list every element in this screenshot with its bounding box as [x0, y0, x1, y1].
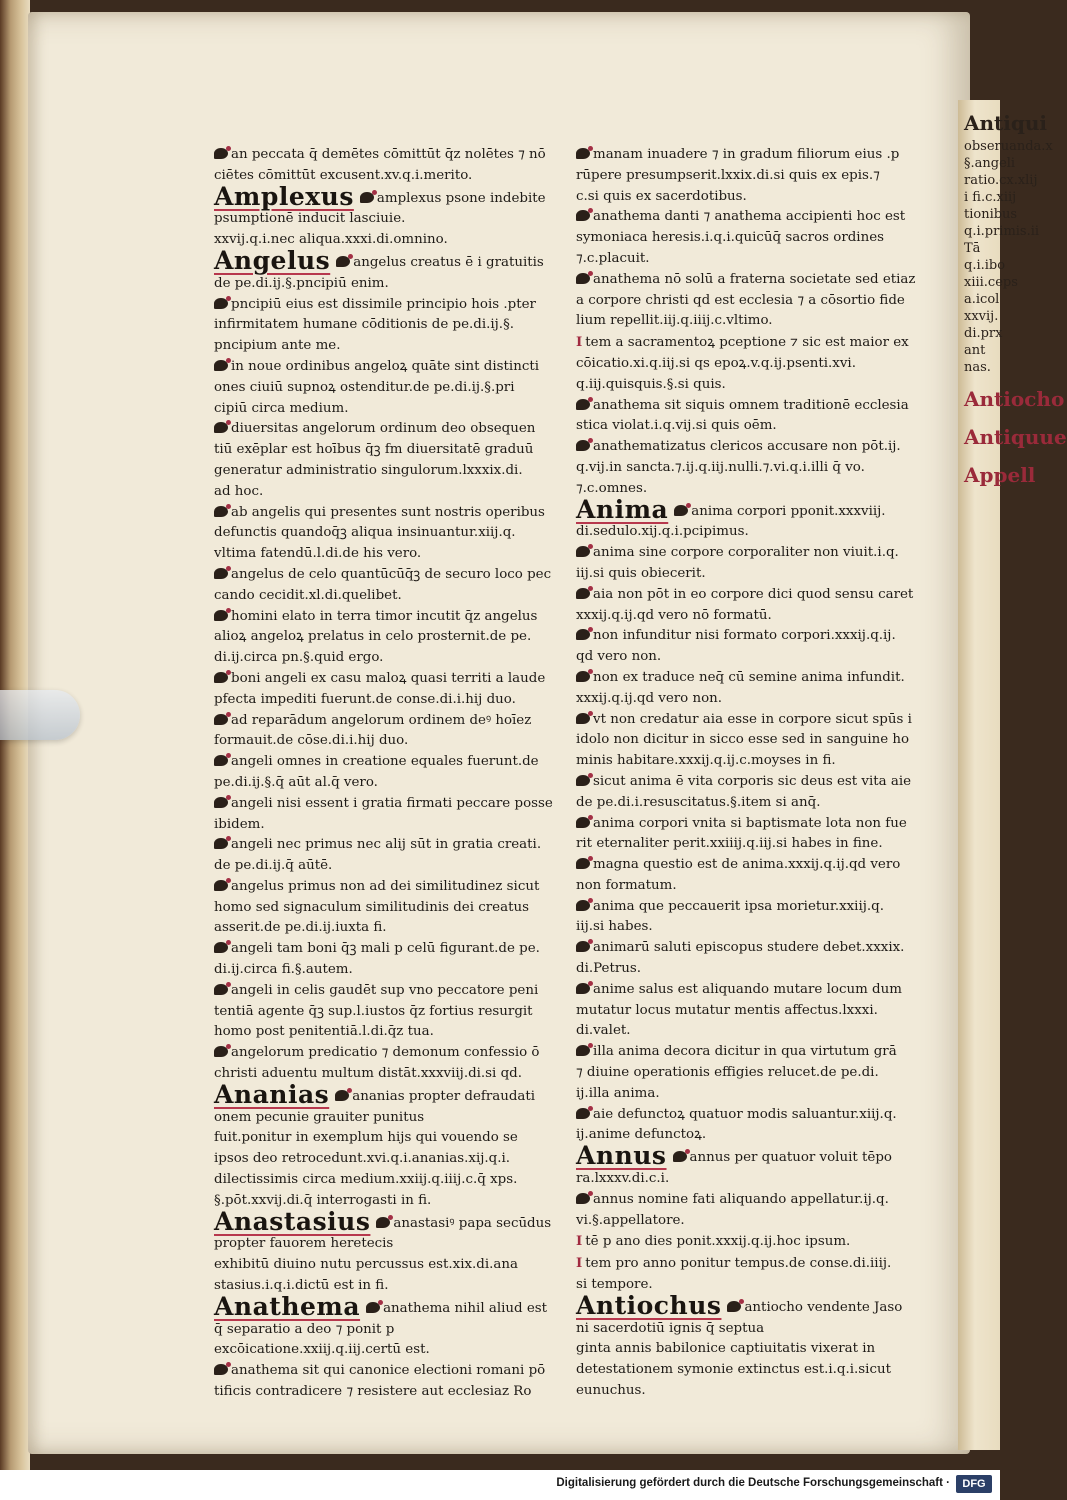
text-line: di.ij.circa pn.§.quid ergo.	[214, 650, 384, 666]
headword: Anima	[576, 494, 669, 524]
next-page-fragment: nas.	[964, 360, 991, 375]
text-line: pncipiū eius est dissimile principio hois .pter	[231, 296, 536, 312]
text-line: de pe.di.ij.q̄ aūtē.	[214, 858, 333, 874]
text-line: xxxij.q.ij.qd vero non.	[576, 690, 723, 706]
text-line: idolo non dicitur in sicco esse sed in sanguine ho	[576, 732, 910, 748]
next-page-fragment: q.i.primis.ii	[964, 224, 1040, 239]
text-line: amplexus psone indebite	[376, 190, 546, 206]
paragraph-mark-icon	[360, 192, 374, 203]
paragraph-mark-icon	[576, 148, 590, 159]
text-line: diuersitas angelorum ordinum deo obsequen	[231, 421, 536, 437]
text-entry	[576, 855, 926, 897]
paragraph-mark-icon	[214, 880, 228, 891]
headword: Amplexus	[214, 181, 354, 211]
red-initial: I	[576, 1233, 583, 1250]
text-line: q.vij.in sancta.⁊.ij.q.iij.nulli.⁊.vi.q.i.illi q̄ vo.	[576, 459, 865, 475]
text-line: anime salus est aliquando mutare locum dum	[593, 981, 902, 997]
headword: Angelus	[214, 245, 331, 275]
headword: Anathema	[214, 1291, 361, 1321]
text-line: anathema sit qui canonice electioni romani pō	[231, 1363, 546, 1379]
paragraph-mark-icon	[727, 1301, 741, 1312]
paragraph-mark-icon	[576, 713, 590, 724]
text-entry	[576, 626, 926, 668]
text-line: ij.anime defunctoꝝ.	[576, 1127, 707, 1143]
text-entry	[576, 207, 926, 269]
text-entry	[214, 877, 554, 939]
text-line: anima corpori pponit.xxxviij.	[691, 503, 886, 519]
next-page-fragment: i fi.c.xiij	[964, 190, 1017, 205]
text-entry	[214, 711, 554, 753]
text-entry	[214, 565, 554, 607]
text-entry	[214, 145, 554, 187]
headword-entry	[576, 1141, 926, 1190]
text-line: tem pro anno ponitur tempus.de conse.di.iiij.	[585, 1256, 892, 1272]
text-line: §.pōt.xxvij.di.q̄ interrogasti in fi.	[214, 1192, 432, 1208]
text-line: de pe.di.i.resuscitatus.§.item si anq̄.	[576, 794, 821, 810]
paragraph-mark-icon	[576, 1108, 590, 1119]
text-line: de pe.di.ij.§.pncipiū enim.	[214, 275, 389, 291]
text-line: non infunditur nisi formato corpori.xxxij.q.ij.	[593, 628, 896, 644]
paragraph-mark-icon	[674, 505, 688, 516]
red-initial: I	[576, 334, 583, 351]
paragraph-mark-icon	[214, 797, 228, 808]
text-entry	[214, 939, 554, 981]
next-page-edge	[958, 100, 1067, 1450]
text-line: anima sine corpore corporaliter non viuit.i.q.	[593, 545, 899, 561]
paragraph-mark-icon	[576, 440, 590, 451]
text-line: anima que peccauerit ipsa morietur.xxiij.q.	[593, 898, 884, 914]
text-line: mutatur locus mutatur mentis affectus.lxxxi.	[576, 1002, 878, 1018]
text-entry	[576, 396, 926, 438]
text-entry	[576, 270, 926, 332]
next-page-fragment: xiii.ceps	[964, 275, 1018, 290]
headword-entry	[214, 1291, 554, 1361]
text-entry	[576, 585, 926, 627]
text-line: symoniaca heresis.i.q.i.quicūq̄ sacros ordines	[576, 230, 885, 246]
headword-entry	[214, 245, 554, 295]
paragraph-mark-icon	[576, 546, 590, 557]
paragraph-mark-icon	[214, 1046, 228, 1057]
text-line: non formatum.	[576, 877, 677, 893]
text-line: xxvij.q.i.nec aliqua.xxxi.di.omnino.	[214, 232, 448, 248]
text-line: asserit.de pe.di.ij.iuxta fi.	[214, 920, 387, 936]
text-line: di.sedulo.xij.q.i.pcipimus.	[576, 524, 749, 540]
text-line: alioꝝ angeloꝝ prelatus in celo prosternit.de pe.	[214, 629, 532, 645]
text-line: exhibitū diuino nutu percussus est.xix.di.ana	[214, 1257, 519, 1273]
next-page-fragment: a.icol	[964, 292, 1000, 307]
paragraph-mark-icon	[576, 273, 590, 284]
next-page-fragment: di.prx	[964, 326, 1003, 341]
text-entry	[576, 980, 926, 1042]
next-page-fragment: Antiquue	[964, 425, 1067, 449]
paragraph-mark-icon	[366, 1302, 380, 1313]
text-entry	[576, 1105, 926, 1147]
text-line: infirmitatem humane cōditionis de pe.di.ij.§.	[214, 317, 515, 333]
text-entry	[214, 752, 554, 794]
text-line: propter fauorem heretecis	[214, 1236, 394, 1252]
text-line: aia non pōt in eo corpore dici quod sensu caret	[593, 586, 914, 602]
next-page-fragment: Antiqui	[964, 111, 1048, 135]
headword: Ananias	[214, 1079, 330, 1109]
text-line: di.valet.	[576, 1023, 631, 1039]
text-line: pfecta impediti fuerunt.de conse.di.i.hij duo.	[214, 691, 516, 707]
paragraph-mark-icon	[576, 900, 590, 911]
dfg-logo: DFG	[956, 1475, 992, 1493]
text-line: rūpere presumpserit.lxxix.di.si quis ex epis.⁊	[576, 167, 880, 183]
text-line: lium repellit.iij.q.iiij.c.vltimo.	[576, 313, 773, 329]
text-line: excōicatione.xxiij.q.iij.certū est.	[214, 1342, 430, 1358]
paragraph-mark-icon	[576, 671, 590, 682]
text-line: manam inuadere ⁊ in gradum filiorum eius .p	[593, 147, 900, 162]
text-line: homo sed signaculum similitudinis dei creatus	[214, 899, 529, 915]
text-line: angeli nec primus nec alij sūt in gratia creati.	[231, 837, 542, 853]
text-line: anathema danti ⁊ anathema accipienti hoc est	[593, 209, 906, 225]
text-entry	[576, 772, 926, 814]
text-line: ⁊ diuine operationis effigies relucet.de pe.di.	[576, 1065, 879, 1081]
headword-entry	[214, 181, 554, 251]
text-line: a corpore christi qd est ecclesia ⁊ a cōsortio fide	[576, 292, 905, 308]
paragraph-mark-icon	[576, 983, 590, 994]
text-line: animarū saluti episcopus studere debet.xxxix.	[593, 940, 905, 956]
paragraph-mark-icon	[214, 984, 228, 995]
paragraph-mark-icon	[576, 1193, 590, 1204]
text-line: boni angeli ex casu maloꝝ quasi territi a laude	[231, 670, 546, 686]
paragraph-mark-icon	[376, 1217, 390, 1228]
text-line: christi aduentu multum distāt.xxxviij.di.si qd.	[214, 1066, 522, 1082]
footer-bar	[0, 1470, 1000, 1500]
text-entry	[576, 543, 926, 585]
text-entry	[214, 503, 554, 565]
next-page-fragment: Tā	[964, 241, 981, 256]
paragraph-mark-icon	[214, 148, 228, 159]
text-line: anima corpori vnita si baptismate lota non fue	[593, 815, 907, 831]
text-line: illa anima decora dicitur in qua virtutum grā	[593, 1044, 897, 1060]
red-initial: I	[576, 1255, 583, 1272]
headword: Anastasius	[214, 1206, 371, 1236]
text-line: fuit.ponitur in exemplum hijs qui vouendo se	[214, 1130, 518, 1146]
text-line: rit eternaliter perit.xxiiij.q.iij.si habes in fine.	[576, 836, 883, 852]
right-text-column	[576, 145, 926, 1402]
text-entry	[576, 1042, 926, 1104]
text-entry	[214, 1043, 554, 1085]
text-line: in noue ordinibus angeloꝝ quāte sint distincti	[231, 358, 539, 374]
text-line: xxxij.q.ij.qd vero nō formatū.	[576, 607, 772, 623]
text-entry	[214, 981, 554, 1043]
page-clip	[0, 690, 80, 740]
text-entry	[576, 668, 926, 710]
text-line: homo post penitentiā.l.di.q̄z tua.	[214, 1024, 434, 1040]
text-entry	[576, 710, 926, 772]
next-page-fragment: Appell	[964, 463, 1036, 487]
text-line: ciētes cōmittūt excusent.xv.q.i.merito.	[214, 167, 473, 183]
next-page-fragment: tionibus	[964, 207, 1018, 222]
text-line: ginta annis babilonice captiuitatis vixerat in	[576, 1341, 876, 1357]
text-line: magna questio est de anima.xxxij.q.ij.qd vero	[593, 857, 901, 873]
text-line: tem a sacramentoꝝ pceptione ⁊ sic est maior ex	[585, 335, 909, 351]
headword-entry	[214, 1206, 554, 1297]
text-entry	[576, 437, 926, 499]
text-entry	[576, 1190, 926, 1232]
text-line: annus nomine fati aliquando appellatur.ij.q.	[593, 1191, 889, 1207]
text-line: di.Petrus.	[576, 961, 641, 977]
text-line: anathema nō solū a fraterna societate sed etiaz	[593, 271, 916, 287]
text-line: detestationem symonie extinctus est.i.q.i.sicut	[576, 1362, 891, 1378]
text-line: generatur administratio singulorum.lxxxix.di.	[214, 462, 523, 478]
text-line: anathema sit siquis omnem traditionē ecclesia	[593, 397, 909, 413]
left-text-column	[214, 145, 554, 1403]
text-entry	[576, 1253, 926, 1296]
text-entry	[576, 938, 926, 980]
text-line: anathematizatus clericos accusare non pōt.ij.	[593, 439, 901, 455]
text-line: cōicatio.xi.q.iij.si qs epoꝝ.v.q.ij.psenti.xvi.	[576, 355, 856, 371]
paragraph-mark-icon	[336, 256, 350, 267]
text-line: ibidem.	[214, 816, 265, 832]
text-line: angeli omnes in creatione equales fuerunt.de	[231, 754, 539, 770]
text-line: annus per quatuor voluit tēpo	[689, 1150, 892, 1166]
paragraph-mark-icon	[335, 1090, 349, 1101]
text-entry	[214, 835, 554, 877]
next-page-fragment: ant	[964, 343, 986, 358]
text-line: vt non credatur aia esse in corpore sicut spūs i	[593, 711, 912, 727]
paragraph-mark-icon	[576, 775, 590, 786]
text-line: angelorum predicatio ⁊ demonum confessio ō	[231, 1045, 540, 1061]
text-line: formauit.de cōse.di.i.hij duo.	[214, 733, 409, 749]
text-line: an peccata q̄ demētes cōmittūt q̄z nolētes ⁊ nō	[231, 147, 546, 162]
text-line: ipsos deo retrocedunt.xvi.q.i.ananias.xij.q.i.	[214, 1151, 511, 1167]
text-line: di.ij.circa fi.§.autem.	[214, 962, 353, 978]
text-line: aie defunctoꝝ quatuor modis saluantur.xiij.q.	[593, 1106, 897, 1122]
text-line: anastasiꝰ papa secūdus	[393, 1215, 552, 1231]
headword-entry	[576, 494, 926, 544]
paragraph-mark-icon	[214, 714, 228, 725]
text-line: tificis contradicere ⁊ resistere aut ecclesiaz Ro	[214, 1384, 532, 1400]
paragraph-mark-icon	[576, 588, 590, 599]
paragraph-mark-icon	[576, 941, 590, 952]
text-line: angeli in celis gaudēt sup vno peccatore peni	[231, 982, 539, 998]
text-line: ⁊.c.placuit.	[576, 250, 650, 266]
text-line: qd vero non.	[576, 649, 662, 665]
next-page-fragment: obseruanda.x	[964, 139, 1053, 154]
text-line: angelus de celo quantūcūq̄ꝫ de securo loco pec	[231, 566, 552, 582]
paragraph-mark-icon	[576, 210, 590, 221]
next-page-fragment: xxvij.	[964, 309, 999, 324]
text-entry	[214, 419, 554, 502]
paragraph-mark-icon	[214, 942, 228, 953]
text-line: cando cecidit.xl.di.quelibet.	[214, 587, 402, 603]
text-line: vi.§.appellatore.	[576, 1212, 685, 1228]
next-page-fragment: q.i.ibo	[964, 258, 1006, 273]
text-line: defunctis quandoq̄ꝫ aliqua insinuantur.xiij.q.	[214, 525, 516, 541]
text-line: iij.si quis obiecerit.	[576, 565, 706, 581]
text-line: angelus creatus ē i gratuitis	[353, 254, 544, 270]
text-line: pe.di.ij.§.q̄ aūt al.q̄ vero.	[214, 774, 378, 790]
text-line: antiocho vendente Jaso	[744, 1299, 903, 1315]
text-entry	[576, 145, 926, 207]
text-line: onem pecunie grauiter punitus	[214, 1109, 425, 1125]
next-page-fragment: Antiocho	[964, 387, 1065, 411]
text-line: ad hoc.	[214, 483, 264, 499]
text-entry	[214, 295, 554, 357]
paragraph-mark-icon	[214, 838, 228, 849]
text-line: ij.illa anima.	[576, 1085, 660, 1101]
text-line: ones ciuiū supnoꝝ ostenditur.de pe.di.ij.§.pri	[214, 379, 515, 395]
text-line: c.si quis ex sacerdotibus.	[576, 188, 747, 204]
text-line: tentiā agente q̄ꝫ sup.l.iustos q̄z fortius resurgit	[214, 1003, 533, 1019]
text-line: ⁊.c.omnes.	[576, 480, 648, 496]
text-entry	[214, 1361, 554, 1403]
headword: Annus	[576, 1141, 667, 1171]
paragraph-mark-icon	[214, 298, 228, 309]
text-entry	[214, 794, 554, 836]
text-line: dilectissimis circa medium.xxiij.q.iiij.c.q̄ xps.	[214, 1172, 518, 1188]
text-line: angeli nisi essent i gratia firmati peccare posse	[231, 795, 553, 811]
footer-credit: Digitalisierung gefördert durch die Deutsche Forschungsgemeinschaft ·	[556, 1477, 950, 1489]
text-line: anathema nihil aliud est	[383, 1300, 548, 1316]
text-entry	[214, 357, 554, 419]
paragraph-mark-icon	[214, 506, 228, 517]
text-line: ni sacerdotiū ignis q̄ septua	[576, 1320, 765, 1336]
text-entry	[214, 669, 554, 711]
paragraph-mark-icon	[576, 399, 590, 410]
text-line: ad reparādum angelorum ordinem deꝰ hoīez	[231, 712, 532, 728]
text-line: q.iij.quisquis.§.si quis.	[576, 376, 726, 392]
text-line: iij.si habes.	[576, 919, 653, 935]
headword: Antiochus	[576, 1290, 722, 1320]
paragraph-mark-icon	[576, 1045, 590, 1056]
text-line: psumptionē inducit lasciuie.	[214, 211, 406, 227]
paragraph-mark-icon	[214, 568, 228, 579]
paragraph-mark-icon	[214, 422, 228, 433]
paragraph-mark-icon	[214, 360, 228, 371]
text-line: tiū exēplar est hoībus q̄ꝫ fm diuersitatē graduū	[214, 442, 534, 458]
text-line: cipiū circa medium.	[214, 400, 349, 416]
text-line: pncipium ante me.	[214, 338, 341, 354]
text-line: vltima fatendū.l.di.de his vero.	[214, 546, 422, 562]
text-line: angeli tam boni q̄ꝫ mali p celū figurant.de pe.	[231, 941, 540, 957]
text-line: ananias propter defraudati	[352, 1088, 536, 1104]
text-line: sicut anima ē vita corporis sic deus est vita aie	[593, 773, 912, 789]
text-entry	[576, 1231, 926, 1253]
text-entry	[576, 897, 926, 939]
text-line: homini elato in terra timor incutit q̄z angelus	[231, 608, 538, 624]
paragraph-mark-icon	[214, 755, 228, 766]
headword-entry	[576, 1290, 926, 1402]
text-line: stica violat.i.q.vij.si quis oēm.	[576, 418, 777, 434]
headword-entry	[214, 1079, 554, 1212]
text-line: si tempore.	[576, 1277, 653, 1293]
text-line: tē p ano dies ponit.xxxij.q.ij.hoc ipsum.	[585, 1234, 851, 1250]
paragraph-mark-icon	[214, 610, 228, 621]
text-line: angelus primus non ad dei similitudinez sicut	[231, 878, 540, 894]
next-page-fragment: ratio.cx.xlij	[964, 173, 1038, 188]
paragraph-mark-icon	[576, 817, 590, 828]
text-line: ab angelis qui presentes sunt nostris operibus	[231, 504, 545, 520]
text-line: eunuchus.	[576, 1383, 646, 1399]
paragraph-mark-icon	[214, 672, 228, 683]
text-line: stasius.i.q.i.dictū est in fi.	[214, 1278, 389, 1294]
text-line: ra.lxxxv.di.c.i.	[576, 1171, 670, 1187]
paragraph-mark-icon	[576, 629, 590, 640]
text-entry	[214, 607, 554, 669]
paragraph-mark-icon	[214, 1364, 228, 1375]
text-line: non ex traduce neq̄ cū semine anima infundit.	[593, 669, 905, 685]
text-line: q̄ separatio a deo ⁊ ponit p	[214, 1321, 395, 1337]
paragraph-mark-icon	[576, 858, 590, 869]
next-page-fragment: §.angeli	[964, 156, 1016, 171]
text-entry	[576, 332, 926, 395]
text-entry	[576, 814, 926, 856]
paragraph-mark-icon	[673, 1151, 687, 1162]
text-line: minis habitare.xxxij.q.ij.c.moyses in fi.	[576, 753, 836, 769]
